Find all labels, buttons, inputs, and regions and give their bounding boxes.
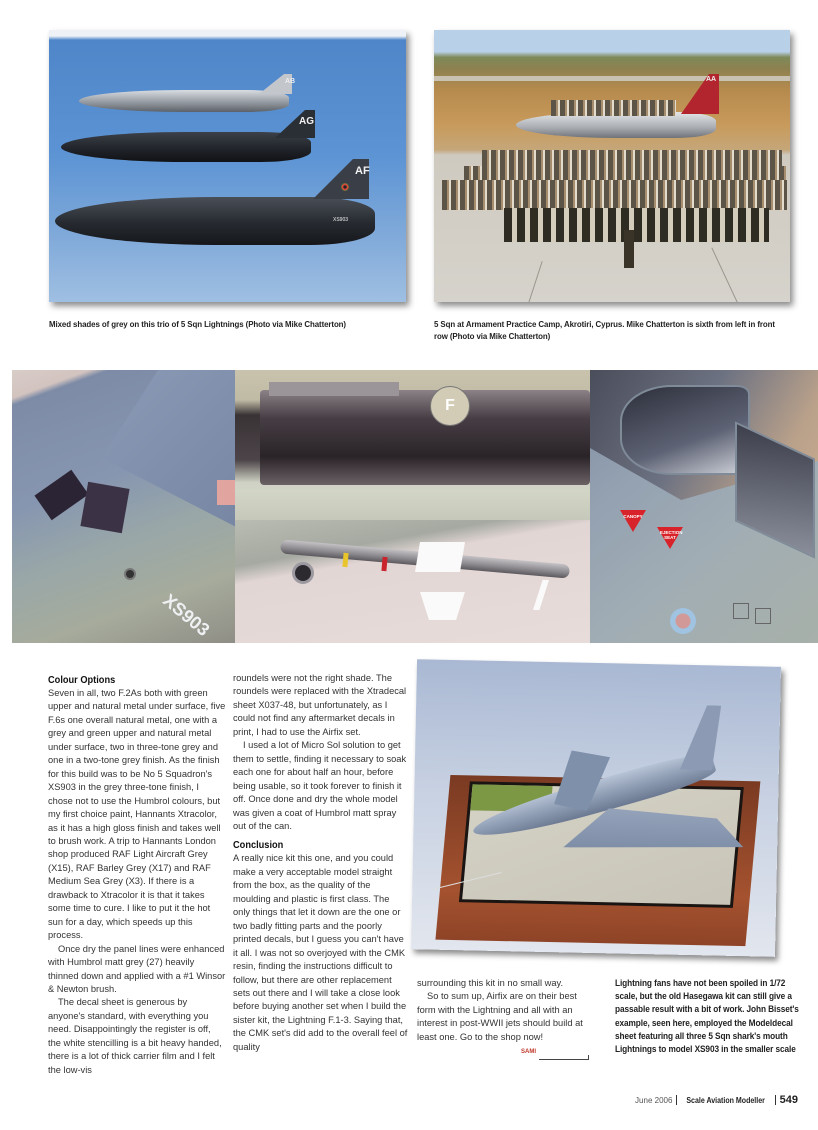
jet-xs903: AF XS903 bbox=[55, 155, 380, 265]
paragraph: I used a lot of Micro Sol solution to get them to settle, finding it necessary to soak each one for about half an hour, before being usable, so it took forever to finish it off. Once done and dry the whole model was given a coat of Humbrol matt spray out of the can. bbox=[233, 740, 407, 831]
airbrake-right bbox=[80, 482, 129, 534]
paragraph: So to sum up, Airfix are on their best form with the Lightning and all with an interest in post-WWII jets should build at least one. Go to the shop now! bbox=[417, 991, 583, 1042]
caption-lightning-trio: Mixed shades of grey on this trio of 5 Sqn Lightnings (Photo via Mike Chatterton) bbox=[49, 319, 346, 329]
section-heading-conclusion: Conclusion bbox=[233, 839, 284, 852]
roundel-icon bbox=[670, 608, 696, 634]
panel-roundel: F bbox=[430, 386, 470, 426]
model-tail-fin bbox=[680, 705, 721, 771]
page-footer bbox=[635, 1094, 798, 1106]
jet-red-tail: AA bbox=[516, 72, 726, 147]
caption-model-on-base: Lightning fans have not been spoiled in 1/72 scale, but the old Hasegawa kit can still give a passable result with a bit of work. John Bisset's example, seen here, employed the Modeldecal sheet featuring all three 5 Sqn shark's mouth Lightnings to model XS903 in the smaller scale bbox=[615, 978, 799, 1055]
paragraph: A really nice kit this one, and you could make a very acceptable model straight from the box, as the quality of the moulding and plastic is first class. The only things that let it down are the one or two badly fitting parts and the poorly printed decals, but I guess you can't have it all. I was not so overjoyed with the CMK resin, finding the instructions difficult to follow, but there are other replacement sets out there and I will take a close look before buying another set when I build the sister kit, the Lightning F.1-3. Saying that, the CMK set's did add to the overall feel of quality bbox=[233, 853, 408, 1052]
photo-detail-cockpit: CANOPY EJECTION SEAT bbox=[590, 370, 818, 643]
caption-squadron-group: 5 Sqn at Armament Practice Camp, Akrotiri, Cyprus. Mike Chatterton is sixth from left in front row (Photo via Mike Chatterton) bbox=[434, 319, 775, 341]
article-column-3 bbox=[417, 977, 595, 1060]
divider bbox=[676, 1095, 677, 1105]
jet-natural-metal: AB bbox=[79, 78, 304, 118]
magazine-title: Scale Aviation Modeller bbox=[686, 1095, 766, 1105]
paragraph: Seven in all, two F.2As both with green upper and natural metal under surface, five F.6s one overall natural metal, one with a grey and green upper and natural metal under surface, two in three-tone grey and one in a two-tone grey finish. As the finish for this build was to be No 5 Squadron's XS903 in the grey three-tone finish, I chose not to use the Humbrol colours, but my first choice paint, Hannants Xtracolor, as it has a high gloss finish and takes well to brush work. A trip to Hannants London shop produced RAF Light Aircraft Grey (X15), RAF Barley Grey (X17) and RAF Medium Sea Grey (X3). If there is a drawback to Xtracolor it is that it takes some time to cure. I like to put it the hot sun for a day, which speeds up this process. bbox=[48, 688, 226, 941]
paragraph: roundels were not the right shade. The roundels were replaced with the Xtradecal sheet X037-48, but unfortunately, as I could not find any aftermarket decals in print, I had to use the Airfix set. bbox=[233, 673, 407, 737]
engine-bay bbox=[260, 390, 590, 485]
issue-date: June 2006 bbox=[635, 1095, 673, 1105]
paragraph: surrounding this kit in no small way. bbox=[417, 978, 564, 988]
photo-detail-tail bbox=[12, 370, 235, 643]
photo-lightning-trio bbox=[49, 30, 406, 302]
airbrake-left bbox=[34, 470, 88, 520]
jet-dark-grey: AG bbox=[61, 110, 321, 170]
officer bbox=[624, 230, 634, 268]
paragraph: The decal sheet is generous by anyone's standard, with everything you need. Disappointingly the register is off, the white stencilling is a bit heavy handed, there is a lot of thick carrier film and I felt the low-vis bbox=[48, 997, 222, 1075]
end-mark bbox=[539, 1055, 589, 1060]
author-signature: SAMI bbox=[417, 1046, 595, 1059]
paragraph: Once dry the panel lines were enhanced with Humbrol matt grey (27) heavily thinned down and applied with a #1 Winsor & Newton brush. bbox=[48, 943, 226, 994]
page-number: 549 bbox=[779, 1094, 798, 1106]
photo-detail-missile bbox=[235, 520, 590, 643]
serial-text: XS903 bbox=[159, 590, 214, 641]
section-heading-colour-options: Colour Options bbox=[48, 674, 116, 686]
article-column-1 bbox=[48, 674, 226, 1077]
photo-model-on-base bbox=[411, 659, 781, 957]
photo-squadron-group bbox=[434, 30, 790, 302]
divider bbox=[775, 1095, 776, 1105]
wheel bbox=[292, 562, 314, 584]
photo-detail-bay bbox=[235, 370, 590, 520]
article-column-2 bbox=[233, 672, 408, 1054]
